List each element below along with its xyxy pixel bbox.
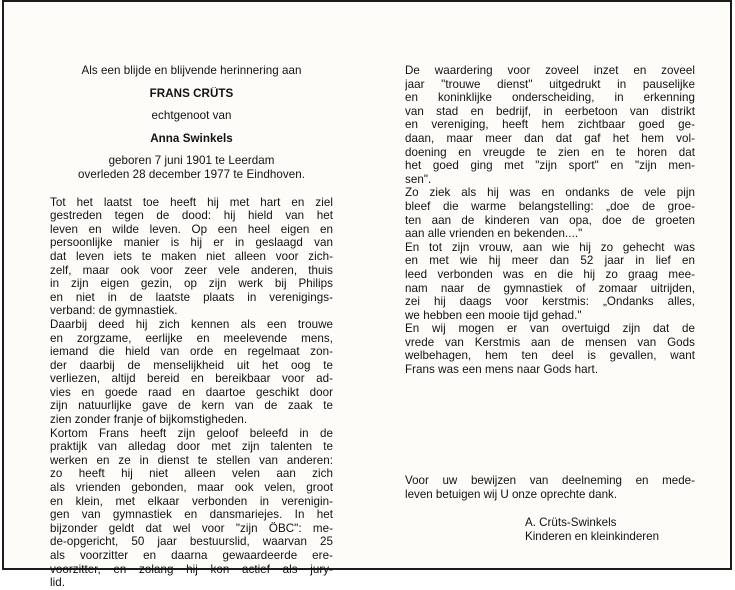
text-line: we hebben een mooie tijd gehad." [405,308,582,322]
text-line: iemand die hield van orde en regelmaat zon- [50,345,333,359]
right-paragraph-1 [405,64,695,186]
text-line: vies en goede raad en daartoe geschikt door [50,385,333,399]
text-line: praktijk van alledag door met zijn talenten te [50,440,333,454]
text-line: lid. [50,576,66,590]
text-line: gestreden tegen de dood: hij hield van het [50,209,333,223]
text-line: Zo ziek als hij was en ondanks de vele pijn [405,186,695,200]
text-line: de-opgericht, 50 jaar bestuurslid, waarvan 25 [50,535,333,549]
right-paragraph-3 [405,241,695,323]
text-line: De waardering voor zoveel inzet en zoveel [405,64,695,77]
text-line: en koninklijke onderscheiding, in erkenning [405,91,695,105]
spouse-label: echtgenoot van [151,109,232,123]
text-line: dat leven iets te maken niet alleen voor zich- [50,249,333,263]
text-line: het goed ging met "zijn sport" en "zijn men- [405,159,695,173]
text-line: voorzitter, en zolang hij kon actief als jury- [50,562,333,576]
text-line: en zorgzame, eerlijke en meelevende mens, [50,331,333,345]
right-paragraph-2 [405,186,695,240]
signatory-family: Kinderen en kleinkinderen [525,529,660,543]
text-line: zo heeft hij niet alleen velen aan zich [50,467,333,481]
intro-text: Als een blijde en blijvende herinnering aan [81,64,302,77]
spouse-name: Anna Swinkels [150,131,233,145]
text-line: leven betuigen wij U onze oprechte dank. [405,487,618,501]
text-line: aan alle vrienden en bekenden...." [405,227,583,241]
text-line: en niet in de laatste plaats in verenigings- [50,290,333,304]
text-line: daan, maar meer dan dat gaf het hem vol- [405,131,695,145]
text-line: nam naar de gymnastiek of zomaar uitrijden, [405,281,695,295]
text-line: en klein, met elkaar verbonden in verenigin- [50,494,333,508]
text-line: zelf, maar ook voor zeer vele anderen, thuis [50,263,333,277]
text-line: Tot het laatst toe heeft hij met hart en ziel [50,195,333,209]
text-line: zien zonder franje of bijkomstigheden. [50,413,248,427]
text-line: Kortom Frans heeft zijn geloof beleefd in de [50,426,333,440]
text-line: verliezen, altijd bereid en bereikbaar voor ad- [50,372,333,386]
left-paragraph-2 [50,318,333,427]
right-paragraph-4 [405,322,695,376]
text-line: werken en ze in dienst te stellen van anderen: [50,453,333,467]
left-paragraph-1 [50,196,333,318]
text-line: Frans was een mens naar Gods hart. [405,363,599,377]
text-line: Daarbij deed hij zich kennen als een trouwe [50,317,333,331]
text-line: als vrienden gebonden, maar ook velen, groot [50,481,333,495]
death-line: overleden 28 december 1977 te Eindhoven. [78,167,305,181]
text-line: ten aan de kinderen van opa, doe de groeten [405,213,695,227]
text-line: in zijn eigen gezin, op zijn werk bij Philips [50,277,333,291]
left-paragraph-3 [50,427,333,590]
left-column [50,64,333,590]
text-line: en vereniging, heeft hem zichtbaar goed ge- [405,118,695,132]
thank-you-note [405,474,695,501]
text-line: vrede van Kerstmis aan de mensen van Gods [405,335,695,349]
text-line: en met wie hij meer dan 52 jaar in lief en [405,254,695,268]
text-line: van stad en bedrijf, in eerbetoon van distrikt [405,104,695,118]
text-line: der daarbij de menselijkheid uit het oog te [50,358,333,372]
text-line: bleef die warme belangstelling: „doe de groe- [405,199,695,213]
text-line: En tot zijn vrouw, aan wie hij zo gehecht was [405,240,695,254]
text-line: persoonlijke manier is hij er in geslaagd van [50,236,333,250]
signatory-name: A. Crüts-Swinkels [525,516,617,529]
text-line: doening en vreugde te zien en te horen dat [405,145,695,159]
right-column [405,64,695,377]
text-line: welbehagen, hem ten deel is gevallen, want [405,349,695,363]
text-line: leed verbonden was en die hij zo graag mee- [405,267,695,281]
text-line: gen van gymnastiek en dansmariejes. In het [50,508,333,522]
text-line: Voor uw bewijzen van deelneming en mede- [405,474,695,487]
text-line: zijn natuurlijke gave de kern van de zaak te [50,399,333,413]
text-line: als voorzitter en daarna gewaardeerde ere- [50,549,333,562]
text-line: leven en wilde leven. Op een heel eigen en [50,222,333,236]
text-line: verband: de gymnastiek. [50,304,178,318]
deceased-name: FRANS CRÜTS [149,86,234,100]
text-line: zei hij daags voor kerstmis: „Ondanks alles, [405,295,695,309]
text-line: sen". [405,172,432,186]
birth-line: geboren 7 juni 1901 te Leerdam [108,154,275,168]
text-line: En wij mogen er van overtuigd zijn dat de [405,322,695,336]
signature-block [525,516,705,543]
text-line: jaar "trouwe dienst" uitgedrukt in pauselijke [405,77,695,91]
text-line: bijzonder geldt dat wel voor "zijn ÖBC": me- [50,521,333,535]
